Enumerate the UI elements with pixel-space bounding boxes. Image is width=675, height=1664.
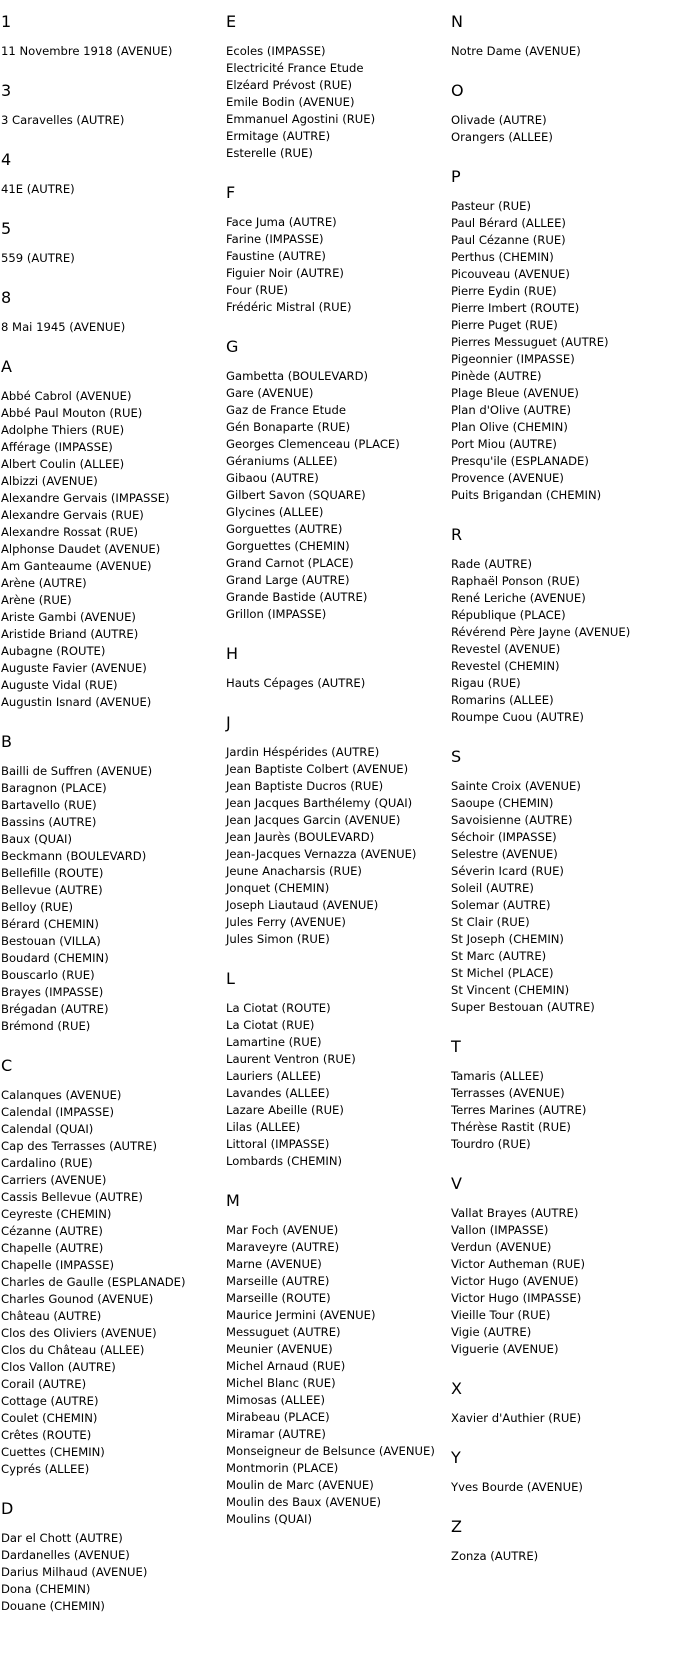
street-list-item: Plan Olive (CHEMIN) (451, 420, 568, 434)
street-list-item: 41E (AUTRE) (1, 182, 75, 196)
street-list-item: Face Juma (AUTRE) (226, 215, 337, 229)
street-list-item: Laurent Ventron (RUE) (226, 1052, 356, 1066)
street-list-item: St Vincent (CHEMIN) (451, 983, 570, 997)
street-list-item: Saoupe (CHEMIN) (451, 796, 554, 810)
street-list-item: Adolphe Thiers (RUE) (1, 423, 125, 437)
street-list-item: Victor Hugo (IMPASSE) (451, 1291, 582, 1305)
street-list (1, 763, 219, 1035)
street-list-item: Clos des Oliviers (AVENUE) (1, 1326, 157, 1340)
street-list-item: Aristide Briand (AUTRE) (1, 627, 139, 641)
street-list-item: Jean Jacques Garcin (AVENUE) (226, 813, 401, 827)
street-list-item: Frédéric Mistral (RUE) (226, 300, 352, 314)
street-list-item: Calanques (AVENUE) (1, 1088, 122, 1102)
street-list-item: Chapelle (IMPASSE) (1, 1258, 114, 1272)
street-list-item: Gilbert Savon (SQUARE) (226, 488, 366, 502)
street-list-item: Maurice Jermini (AVENUE) (226, 1308, 376, 1322)
street-list-item: Ermitage (AUTRE) (226, 129, 331, 143)
street-list-item: Abbé Paul Mouton (RUE) (1, 406, 143, 420)
street-list-item: Calendal (QUAI) (1, 1122, 94, 1136)
section-letter-heading: F (226, 183, 236, 202)
street-list-item: Clos du Château (ALLEE) (1, 1343, 145, 1357)
street-list-item: Bouscarlo (RUE) (1, 968, 95, 982)
section-letter-heading: O (451, 81, 464, 100)
street-list-item: Vallat Brayes (AUTRE) (451, 1206, 579, 1220)
street-list-item: Gaz de France Etude (226, 403, 346, 417)
street-list-item: Selestre (AVENUE) (451, 847, 558, 861)
street-list-item: Séchoir (IMPASSE) (451, 830, 557, 844)
street-list (226, 1000, 444, 1170)
letter-section (1, 12, 219, 60)
section-letter-heading: V (451, 1174, 462, 1193)
street-list-item: Château (AUTRE) (1, 1309, 102, 1323)
street-list-item: Emmanuel Agostini (RUE) (226, 112, 376, 126)
street-list-item: Marseille (AUTRE) (226, 1274, 330, 1288)
street-list-item: Brayes (IMPASSE) (1, 985, 104, 999)
letter-section (226, 337, 444, 623)
letter-section (451, 12, 669, 60)
street-list-item: Gorguettes (AUTRE) (226, 522, 343, 536)
street-list-item: 11 Novembre 1918 (AVENUE) (1, 44, 173, 58)
street-list-item: Bellefille (ROUTE) (1, 866, 104, 880)
section-letter-heading: T (451, 1037, 461, 1056)
street-list-item: St Clair (RUE) (451, 915, 530, 929)
street-list (226, 675, 444, 692)
street-list-item: Michel Arnaud (RUE) (226, 1359, 346, 1373)
street-list-item: Jonquet (CHEMIN) (226, 881, 330, 895)
street-list-item: Glycines (ALLEE) (226, 505, 324, 519)
street-list (1, 43, 219, 60)
street-list-item: Charles Gounod (AVENUE) (1, 1292, 154, 1306)
street-list-item: Gibaou (AUTRE) (226, 471, 319, 485)
street-list (451, 1410, 669, 1427)
letter-section (451, 747, 669, 1016)
street-list (1, 250, 219, 267)
street-list-item: Auguste Favier (AVENUE) (1, 661, 147, 675)
street-list-item: Monseigneur de Belsunce (AVENUE) (226, 1444, 435, 1458)
street-list-item: Moulin des Baux (AVENUE) (226, 1495, 382, 1509)
street-list (226, 214, 444, 316)
street-list-item: Dar el Chott (AUTRE) (1, 1531, 123, 1545)
street-list-item: Bérard (CHEMIN) (1, 917, 99, 931)
street-list-item: Alexandre Gervais (IMPASSE) (1, 491, 170, 505)
street-list (451, 1479, 669, 1496)
section-letter-heading: S (451, 747, 462, 766)
street-list-item: La Ciotat (RUE) (226, 1018, 315, 1032)
street-list-item: Georges Clemenceau (PLACE) (226, 437, 400, 451)
street-list-item: Baux (QUAI) (1, 832, 72, 846)
street-list-item: Darius Milhaud (AVENUE) (1, 1565, 148, 1579)
street-list-item: St Joseph (CHEMIN) (451, 932, 564, 946)
street-list-item: Lombards (CHEMIN) (226, 1154, 343, 1168)
street-list-item: Boudard (CHEMIN) (1, 951, 109, 965)
street-list-item: Montmorin (PLACE) (226, 1461, 339, 1475)
section-letter-heading: D (1, 1499, 14, 1518)
street-list-item: Revestel (AVENUE) (451, 642, 561, 656)
street-list-item: Victor Autheman (RUE) (451, 1257, 586, 1271)
letter-section (451, 1174, 669, 1358)
street-list (1, 388, 219, 711)
street-list-item: Géraniums (ALLEE) (226, 454, 338, 468)
street-list-item: Olivade (AUTRE) (451, 113, 547, 127)
letter-section (451, 1517, 669, 1565)
street-list-item: Meunier (AVENUE) (226, 1342, 333, 1356)
street-list-item: Pierres Messuguet (AUTRE) (451, 335, 609, 349)
street-list-item: Moulins (QUAI) (226, 1512, 312, 1526)
street-list-item: Carriers (AVENUE) (1, 1173, 107, 1187)
street-list-item: Mirabeau (PLACE) (226, 1410, 330, 1424)
street-list-item: Albizzi (AVENUE) (1, 474, 98, 488)
street-list-item: Paul Bérard (ALLEE) (451, 216, 566, 230)
street-list-item: Baragnon (PLACE) (1, 781, 107, 795)
section-letter-heading: C (1, 1056, 13, 1075)
street-list-item: Pierre Puget (RUE) (451, 318, 558, 332)
letter-section (226, 183, 444, 316)
letter-section (451, 1448, 669, 1496)
street-list-item: Lauriers (ALLEE) (226, 1069, 322, 1083)
street-index-column-3 (451, 12, 669, 1586)
street-list-item: Cyprés (ALLEE) (1, 1462, 90, 1476)
street-list-item: Joseph Liautaud (AVENUE) (226, 898, 379, 912)
street-list-item: Messuguet (AUTRE) (226, 1325, 341, 1339)
section-letter-heading: 5 (1, 219, 12, 238)
section-letter-heading: M (226, 1191, 240, 1210)
street-list-item: Coulet (CHEMIN) (1, 1411, 98, 1425)
street-list-item: Bartavello (RUE) (1, 798, 97, 812)
street-list-item: Jean Baptiste Ducros (RUE) (226, 779, 384, 793)
street-list-item: Rigau (RUE) (451, 676, 521, 690)
street-list (451, 778, 669, 1016)
street-list-item: Mar Foch (AVENUE) (226, 1223, 339, 1237)
street-list-item: Tamaris (ALLEE) (451, 1069, 544, 1083)
street-list-item: Orangers (ALLEE) (451, 130, 553, 144)
street-list-item: Lazare Abeille (RUE) (226, 1103, 344, 1117)
street-list-item: Brégadan (AUTRE) (1, 1002, 109, 1016)
letter-section (451, 167, 669, 504)
street-list-item: Augustin Isnard (AVENUE) (1, 695, 152, 709)
street-list-item: Rade (AUTRE) (451, 557, 533, 571)
street-list-item: Pigeonnier (IMPASSE) (451, 352, 575, 366)
street-list-item: Notre Dame (AVENUE) (451, 44, 581, 58)
street-list-item: Perthus (CHEMIN) (451, 250, 554, 264)
street-list-item: Auguste Vidal (RUE) (1, 678, 118, 692)
street-list-item: Solemar (AUTRE) (451, 898, 551, 912)
section-letter-heading: N (451, 12, 463, 31)
street-list-item: Alexandre Rossat (RUE) (1, 525, 139, 539)
letter-section (451, 1379, 669, 1427)
street-list-item: Jules Simon (RUE) (226, 932, 330, 946)
letter-section (226, 1191, 444, 1528)
street-list-item: Douane (CHEMIN) (1, 1599, 105, 1613)
section-letter-heading: E (226, 12, 237, 31)
letter-section (1, 357, 219, 711)
street-list-item: Zonza (AUTRE) (451, 1549, 539, 1563)
street-list-item: Moulin de Marc (AVENUE) (226, 1478, 374, 1492)
street-list-item: 559 (AUTRE) (1, 251, 75, 265)
street-list-item: Clos Vallon (AUTRE) (1, 1360, 116, 1374)
street-list-item: Jeune Anacharsis (RUE) (226, 864, 362, 878)
street-list-item: Savoisienne (AUTRE) (451, 813, 573, 827)
street-list-item: Grande Bastide (AUTRE) (226, 590, 368, 604)
street-list-item: Dona (CHEMIN) (1, 1582, 91, 1596)
street-list (451, 556, 669, 726)
street-list-item: Pierre Imbert (ROUTE) (451, 301, 580, 315)
street-list-item: Dardanelles (AVENUE) (1, 1548, 130, 1562)
section-letter-heading: L (226, 969, 235, 988)
street-list-item: Calendal (IMPASSE) (1, 1105, 114, 1119)
street-list-item: Faustine (AUTRE) (226, 249, 326, 263)
street-list-item: Thérèse Rastit (RUE) (451, 1120, 571, 1134)
letter-section (1, 1056, 219, 1478)
street-list-item: République (PLACE) (451, 608, 566, 622)
street-list-item: St Marc (AUTRE) (451, 949, 547, 963)
street-list-item: Arène (AUTRE) (1, 576, 87, 590)
street-list-item: St Michel (PLACE) (451, 966, 554, 980)
letter-section (226, 713, 444, 948)
section-letter-heading: J (226, 713, 231, 732)
street-list-item: Ecoles (IMPASSE) (226, 44, 326, 58)
street-list-item: Am Ganteaume (AVENUE) (1, 559, 152, 573)
street-list-item: Jean Jacques Barthélemy (QUAI) (226, 796, 413, 810)
street-list-item: Crêtes (ROUTE) (1, 1428, 92, 1442)
street-list-item: Lavandes (ALLEE) (226, 1086, 330, 1100)
street-list-item: Sainte Croix (AVENUE) (451, 779, 581, 793)
letter-section (226, 969, 444, 1170)
street-list-item: Figuier Noir (AUTRE) (226, 266, 344, 280)
street-list (1, 1530, 219, 1615)
street-list-item: Alexandre Gervais (RUE) (1, 508, 144, 522)
section-letter-heading: G (226, 337, 239, 356)
section-letter-heading: X (451, 1379, 462, 1398)
street-list-item: Plage Bleue (AVENUE) (451, 386, 579, 400)
letter-section (451, 525, 669, 726)
street-list-item: Jean-Jacques Vernazza (AVENUE) (226, 847, 417, 861)
street-list-item: Beckmann (BOULEVARD) (1, 849, 147, 863)
street-list-item: Lilas (ALLEE) (226, 1120, 301, 1134)
street-list-item: Raphaël Ponson (RUE) (451, 574, 580, 588)
letter-section (1, 732, 219, 1035)
street-list-item: Albert Coulin (ALLEE) (1, 457, 125, 471)
section-letter-heading: H (226, 644, 239, 663)
street-list-item: Pinède (AUTRE) (451, 369, 542, 383)
street-list-item: Four (RUE) (226, 283, 289, 297)
street-list (1, 112, 219, 129)
street-list-item: Miramar (AUTRE) (226, 1427, 326, 1441)
street-list-item: Chapelle (AUTRE) (1, 1241, 104, 1255)
street-list-item: Soleil (AUTRE) (451, 881, 534, 895)
letter-section (451, 81, 669, 146)
street-list-item: Picouveau (AVENUE) (451, 267, 570, 281)
street-list-item: Gorguettes (CHEMIN) (226, 539, 350, 553)
street-list-item: Jean Jaurès (BOULEVARD) (226, 830, 375, 844)
street-list (1, 1087, 219, 1478)
street-list-item: Vigie (AUTRE) (451, 1325, 532, 1339)
street-list (451, 1205, 669, 1358)
section-letter-heading: Y (451, 1448, 461, 1467)
street-list (451, 112, 669, 146)
street-list-item: Séverin Icard (RUE) (451, 864, 564, 878)
street-list-item: Brémond (RUE) (1, 1019, 91, 1033)
street-list-item: Victor Hugo (AVENUE) (451, 1274, 579, 1288)
street-list-item: Gare (AVENUE) (226, 386, 314, 400)
street-list-item: Cottage (AUTRE) (1, 1394, 99, 1408)
street-list-item: Port Miou (AUTRE) (451, 437, 557, 451)
street-list (226, 744, 444, 948)
street-list-item: Pierre Eydin (RUE) (451, 284, 557, 298)
street-list-item: Michel Blanc (RUE) (226, 1376, 336, 1390)
street-list-item: Bassins (AUTRE) (1, 815, 97, 829)
street-list-item: Bailli de Suffren (AVENUE) (1, 764, 153, 778)
section-letter-heading: 8 (1, 288, 12, 307)
street-list (1, 181, 219, 198)
section-letter-heading: A (1, 357, 12, 376)
letter-section (1, 150, 219, 198)
street-list-item: Marne (AVENUE) (226, 1257, 322, 1271)
street-list (451, 198, 669, 504)
street-list (226, 368, 444, 623)
section-letter-heading: 3 (1, 81, 12, 100)
street-list-item: Jardin Héspérides (AUTRE) (226, 745, 380, 759)
street-list (451, 43, 669, 60)
street-list-item: Grand Large (AUTRE) (226, 573, 350, 587)
street-list-item: Paul Cézanne (RUE) (451, 233, 566, 247)
street-list-item: Presqu'ile (ESPLANADE) (451, 454, 589, 468)
street-list-item: Super Bestouan (AUTRE) (451, 1000, 595, 1014)
street-list-item: Bellevue (AUTRE) (1, 883, 103, 897)
street-list-item: Afférage (IMPASSE) (1, 440, 113, 454)
street-list-item: Maraveyre (AUTRE) (226, 1240, 340, 1254)
street-list-item: Vallon (IMPASSE) (451, 1223, 549, 1237)
letter-section (1, 81, 219, 129)
street-list-item: Elzéard Prévost (RUE) (226, 78, 353, 92)
street-list (1, 319, 219, 336)
street-list-item: Bestouan (VILLA) (1, 934, 101, 948)
street-list-item: Esterelle (RUE) (226, 146, 313, 160)
street-list-item: 8 Mai 1945 (AVENUE) (1, 320, 126, 334)
street-list-item: Emile Bodin (AVENUE) (226, 95, 355, 109)
street-list-item: Belloy (RUE) (1, 900, 74, 914)
street-list-item: Révérend Père Jayne (AVENUE) (451, 625, 631, 639)
street-list-item: Vieille Tour (RUE) (451, 1308, 551, 1322)
street-index-column-1 (1, 12, 219, 1636)
section-letter-heading: B (1, 732, 12, 751)
street-list-item: Hauts Cépages (AUTRE) (226, 676, 366, 690)
letter-section (226, 644, 444, 692)
street-list-item: Grillon (IMPASSE) (226, 607, 327, 621)
street-index-column-2 (226, 12, 444, 1549)
street-list-item: Romarins (ALLEE) (451, 693, 554, 707)
street-list-item: Yves Bourde (AVENUE) (451, 1480, 583, 1494)
street-list-item: Gambetta (BOULEVARD) (226, 369, 369, 383)
street-list-item: Farine (IMPASSE) (226, 232, 324, 246)
street-list-item: Roumpe Cuou (AUTRE) (451, 710, 584, 724)
letter-section (226, 12, 444, 162)
street-list-item: Arène (RUE) (1, 593, 72, 607)
street-list-item: Puits Brigandan (CHEMIN) (451, 488, 602, 502)
street-list (226, 1222, 444, 1528)
street-list-item: Alphonse Daudet (AVENUE) (1, 542, 161, 556)
letter-section (1, 219, 219, 267)
street-list-item: Pasteur (RUE) (451, 199, 532, 213)
street-list-item: Revestel (CHEMIN) (451, 659, 560, 673)
street-list-item: Verdun (AVENUE) (451, 1240, 552, 1254)
street-list (451, 1548, 669, 1565)
street-list-item: Jules Ferry (AVENUE) (226, 915, 346, 929)
street-list-item: Cap des Terrasses (AUTRE) (1, 1139, 158, 1153)
street-list-item: Terrasses (AVENUE) (451, 1086, 565, 1100)
street-list-item: Marseille (ROUTE) (226, 1291, 331, 1305)
street-list-item: Cassis Bellevue (AUTRE) (1, 1190, 143, 1204)
street-list-item: Cézanne (AUTRE) (1, 1224, 103, 1238)
street-list-item: René Leriche (AVENUE) (451, 591, 586, 605)
street-list-item: Corail (AUTRE) (1, 1377, 87, 1391)
section-letter-heading: Z (451, 1517, 462, 1536)
street-list-item: Charles de Gaulle (ESPLANADE) (1, 1275, 186, 1289)
street-list-item: Ariste Gambi (AVENUE) (1, 610, 136, 624)
street-list-item: Tourdro (RUE) (451, 1137, 531, 1151)
letter-section (451, 1037, 669, 1153)
street-list-item: La Ciotat (ROUTE) (226, 1001, 331, 1015)
street-list-item: Grand Carnot (PLACE) (226, 556, 354, 570)
letter-section (1, 288, 219, 336)
street-list-item: Plan d'Olive (AUTRE) (451, 403, 572, 417)
street-list-item: Cuettes (CHEMIN) (1, 1445, 105, 1459)
street-list-item: Lamartine (RUE) (226, 1035, 322, 1049)
street-list-item: Provence (AVENUE) (451, 471, 564, 485)
street-list-item: Aubagne (ROUTE) (1, 644, 106, 658)
street-list (451, 1068, 669, 1153)
street-list-item: Xavier d'Authier (RUE) (451, 1411, 582, 1425)
street-list-item: Ceyreste (CHEMIN) (1, 1207, 112, 1221)
street-list-item: 3 Caravelles (AUTRE) (1, 113, 125, 127)
street-list-item: Mimosas (ALLEE) (226, 1393, 326, 1407)
street-list-item: Littoral (IMPASSE) (226, 1137, 330, 1151)
section-letter-heading: 4 (1, 150, 12, 169)
street-list-item: Abbé Cabrol (AVENUE) (1, 389, 132, 403)
section-letter-heading: 1 (1, 12, 12, 31)
street-list (226, 43, 444, 162)
street-list-item: Jean Baptiste Colbert (AVENUE) (226, 762, 409, 776)
street-list-item: Cardalino (RUE) (1, 1156, 93, 1170)
section-letter-heading: R (451, 525, 463, 544)
street-list-item: Gén Bonaparte (RUE) (226, 420, 351, 434)
street-list-item: Terres Marines (AUTRE) (451, 1103, 587, 1117)
street-list-item: Electricité France Etude (226, 61, 364, 75)
letter-section (1, 1499, 219, 1615)
section-letter-heading: P (451, 167, 461, 186)
street-list-item: Viguerie (AVENUE) (451, 1342, 559, 1356)
